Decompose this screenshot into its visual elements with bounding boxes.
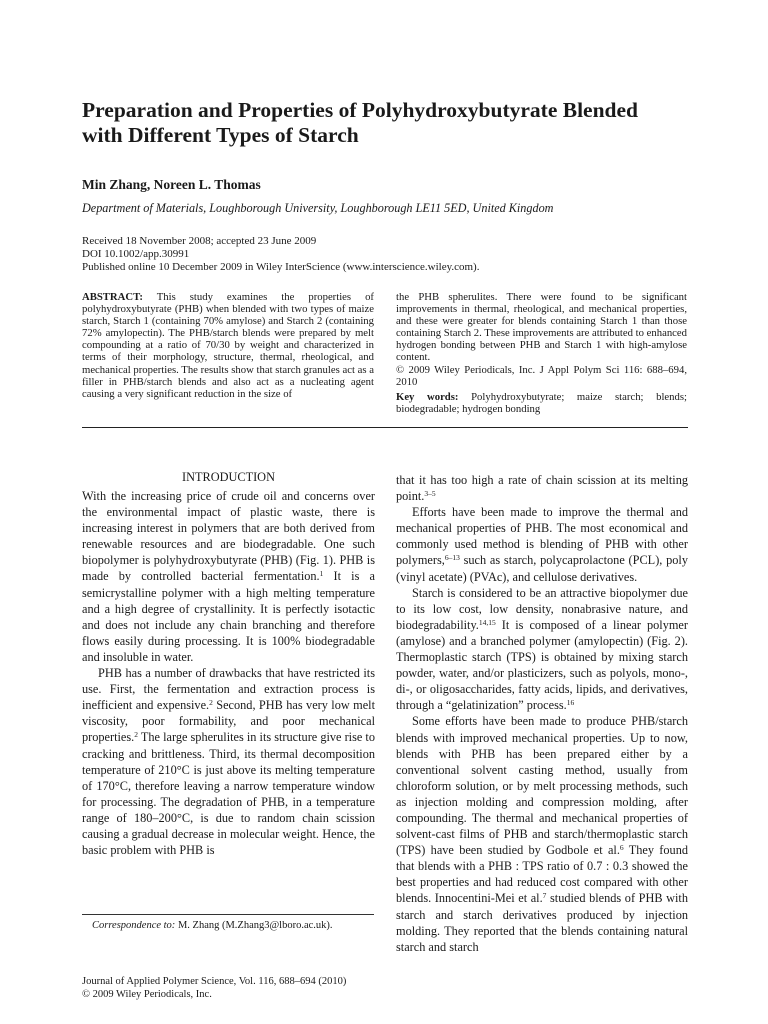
abstract-right [396,291,687,388]
abstract-left [82,291,374,400]
citation: 16 [566,698,575,708]
citation: 7 [542,891,547,901]
intro-paragraph-3: that it has too high a rate of chain scission at its melting point.$^{3-5}$ [396,473,688,504]
intro-paragraph-4: Efforts have been made to improve the thermal and mechanical properties of PHB. The most economical and commonly used method is blending of PHB with other polymers,$^{6-13}$ such as starch, polycaprolactone (PCL), poly (vinyl acetate) (PVAc), and cellulose derivatives. [396,505,688,584]
intro-paragraph-1: With the increasing price of crude oil and concerns over the environmental impact of plastic waste, there is increasing interest in polymers that are both derived from renewable resources and are biodegradable. One such biopolymer is polyhydroxybutyrate (PHB) (Fig. 1). PHB is made by controlled bacterial fermentation.$^1$ It is a semicrystalline polymer with a high melting temperature and a high degree of crystallinity. It is perfectly isotactic and does not include any chain branching and therefore flows easily during processing. It is 100% biodegradable and insoluble in water. [82,489,375,664]
left-column [82,488,375,858]
keywords-label: Key words: [396,391,459,403]
right-column [396,472,688,955]
published-line: Published online 10 December 2009 in Wiley InterScience (www.interscience.wiley.com). [82,261,480,273]
journal-info [82,976,346,1001]
abstract-text-right: the PHB spherulites. There were found to be significant improvements in thermal, rheological, and mechanical properties, and these were greater for blends containing Starch 1 than those containing Starch 2. These improvements are attributed to enhanced hydrogen bonding between PHB and Starch 1 with high-amylose content. [396,291,687,364]
citation: 3–5 [424,489,436,499]
header-divider [82,427,688,428]
correspondence-footnote: Correspondence to: M. Zhang (M.Zhang3@lboro.ac.uk). [92,920,333,931]
authors: Min Zhang, Noreen L. Thomas [82,177,261,192]
citation: 14,15 [478,617,496,627]
affiliation: Department of Materials, Loughborough University, Loughborough LE11 5ED, United Kingdom [82,201,554,215]
abstract-label: ABSTRACT: [82,291,143,303]
citation: 6 [619,843,624,853]
paper-title: Preparation and Properties of Polyhydroxybutyrate Blended with Different Types of Starch [82,98,639,147]
citation: 1 [319,569,324,579]
intro-paragraph-2: PHB has a number of drawbacks that have restricted its use. First, the fermentation and extraction process is inefficient and expensive.$^2$ Second, PHB has very low melt viscosity, poor formability, and poor mechanical properties.$^2$ The large spherulites in its structure give rise to cracking and brittleness. Third, its thermal decomposition temperature of 210°C is just above its melting temperature of 170°C, therefore leaving a narrow temperature window for processing. The degradation of PHB, in a temperature range of 180–200°C, is due to random chain scission causing a gradual decrease in molecular weight. Hence, the basic problem with PHB is [82,666,376,858]
intro-paragraph-6: Some efforts have been made to produce PHB/starch blends with improved mechanical properties. Up to now, blends with PHB has been prepared either by a conventional solvent casting method, usually from chloroform solution, or by melt processing methods, such as injection molding and compression molding, after compounding. The thermal and mechanical properties of solvent-cast films of PHB and starch/thermoplastic starch (TPS) have been studied by Godbole et al.$^6$ They found that blends with a PHB : TPS ratio of 0.7 : 0.3 showed the best properties and had reduced cost compared with other blends. Innocentini-Mei et al.$^7$ studied blends of PHB with starch and starch derivatives produced by injection molding. They reported that the blends containing natural starch and starch [396,714,688,954]
citation: 6–13 [444,553,460,563]
intro-paragraph-5: Starch is considered to be an attractive biopolymer due to its low cost, low density, nonabrasive nature, and biodegradability.$^{14,15}$ It is composed of a linear polymer (amylose) and a branched polymer (amylopectin) (Fig. 2). Thermoplastic starch (TPS) is obtained by mixing starch powder, water, and/or plasticizers, such as polyols, mono-, di-, or oligosaccharides, fatty acids, lipids, and derivatives, through a “gelatinization” process.$^{16}$ [396,585,688,713]
citation: 2 [209,698,213,708]
citation: 2 [134,730,138,740]
received-line: Received 18 November 2008; accepted 23 June 2009 [82,235,317,247]
abstract-copyright: © 2009 Wiley Periodicals, Inc. J Appl Polym Sci 116: 688–694, 2010 [396,363,687,388]
keywords [396,391,687,415]
section-heading: INTRODUCTION [182,470,275,484]
keywords-text: Polyhydroxybutyrate; maize starch; blends; biodegradable; hydrogen bonding [396,391,687,416]
footnote-divider [82,914,374,915]
publication-info [82,235,682,274]
journal-copyright: © 2009 Wiley Periodicals, Inc. [82,988,212,1000]
abstract-text-left: This study examines the properties of polyhydroxybutyrate (PHB) when blended with two types of maize starch, Starch 1 (containing 70% amylose) and Starch 2 (containing 72% amylopectin). The PHB/starch blends were prepared by melt compounding at a ratio of 70/30 by weight and characterized in terms of their morphology, structure, thermal, rheological, and mechanical properties. The results show that starch granules act as a filler in PHB/starch blends and also act as a nucleating agent causing a very significant reduction in the size of [82,291,374,400]
doi-line: DOI 10.1002/app.30991 [82,248,190,260]
journal-line: Journal of Applied Polymer Science, Vol. 116, 688–694 (2010) [82,976,347,987]
